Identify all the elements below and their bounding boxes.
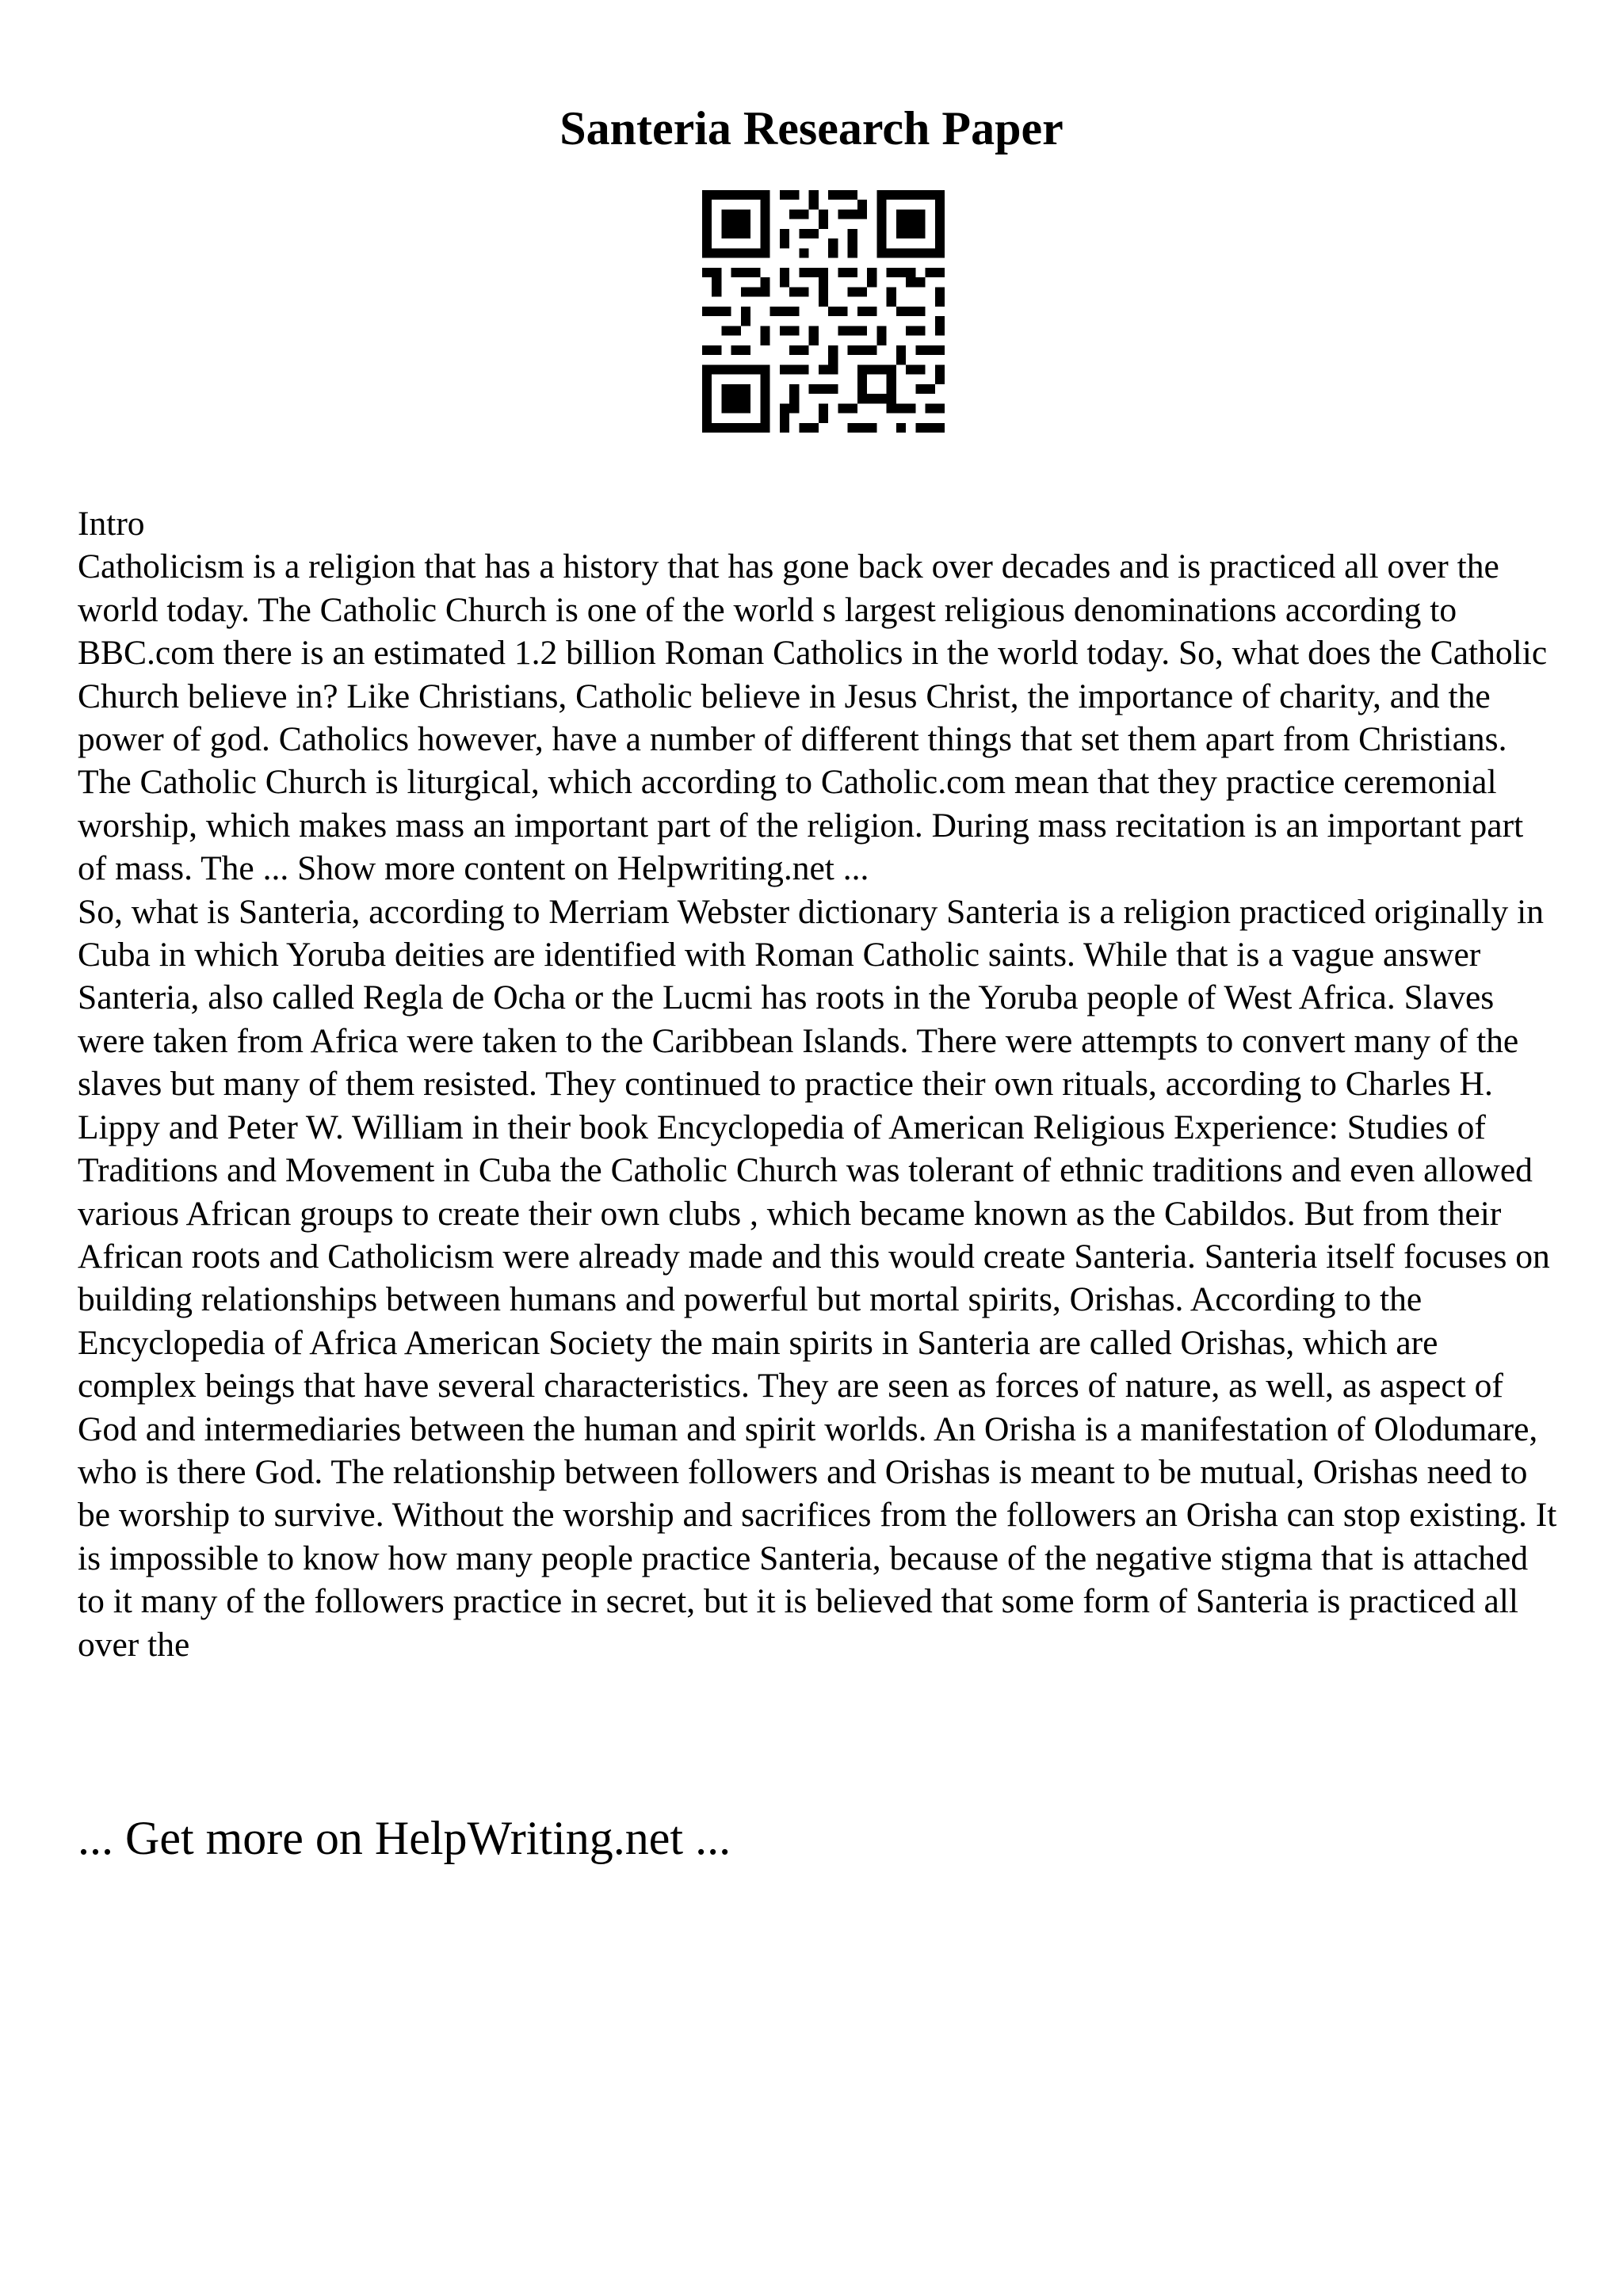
document-body: [78, 502, 1560, 1666]
page-title: Santeria Research Paper: [559, 102, 1064, 154]
section-heading: Intro: [78, 505, 145, 543]
get-more-link[interactable]: ... Get more on HelpWriting.net ...: [78, 1812, 731, 1864]
paragraph-santeria: So, what is Santeria, according to Merriam Webster dictionary Santeria is a religion practiced originally in Cuba in which Yoruba deities are identified with Roman Catholic saints. While that is a vague answer Santeria, also called Regla de Ocha or the Lucmi has roots in the Yoruba people of West Africa. Slaves were taken from Africa were taken to the Caribbean Islands. There were attempts to convert many of the slaves but many of them resisted. They continued to practice their own rituals, according to Charles H. Lippy and Peter W. William in their book Encyclopedia of American Religious Experience: Studies of Traditions and Movement in Cuba the Catholic Church was tolerant of ethnic traditions and even allowed various African groups to create their own clubs , which became known as the Cabildos. But from their African roots and Catholicism were already made and this would create Santeria. Santeria itself focuses on building relationships between humans and powerful but mortal spirits, Orishas. According to the Encyclopedia of Africa American Society the main spirits in Santeria are called Orishas, which are complex beings that have several characteristics. They are seen as forces of nature, as well, as aspect of God and intermediaries between the human and spirit worlds. An Orisha is a manifestation of Olodumare, who is there God. The relationship between followers and Orishas is meant to be mutual, Orishas need to be worship to survive. Without the worship and sacrifices from the followers an Orisha can stop existing. It is impossible to know how many people practice Santeria, because of the negative stigma that is attached to it many of the followers practice in secret, but it is believed that some form of Santeria is practiced all over the: [78, 892, 1557, 1664]
paragraph-intro: Catholicism is a religion that has a history that has gone back over decades and is practiced all over the world today. The Catholic Church is one of the world s largest religious denominations according to BBC.com there is an estimated 1.2 billion Roman Catholics in the world today. So, what does the Catholic Church believe in? Like Christians, Catholic believe in Jesus Christ, the importance of charity, and the power of god. Catholics however, have a number of different things that set them apart from Christians. The Catholic Church is liturgical, which according to Catholic.com mean that they practice ceremonial worship, which makes mass an important part of the religion. During mass recitation is an important part of mass. The ... Show more content on Helpwriting.net ...: [78, 547, 1548, 888]
qr-code-icon: [702, 190, 945, 433]
